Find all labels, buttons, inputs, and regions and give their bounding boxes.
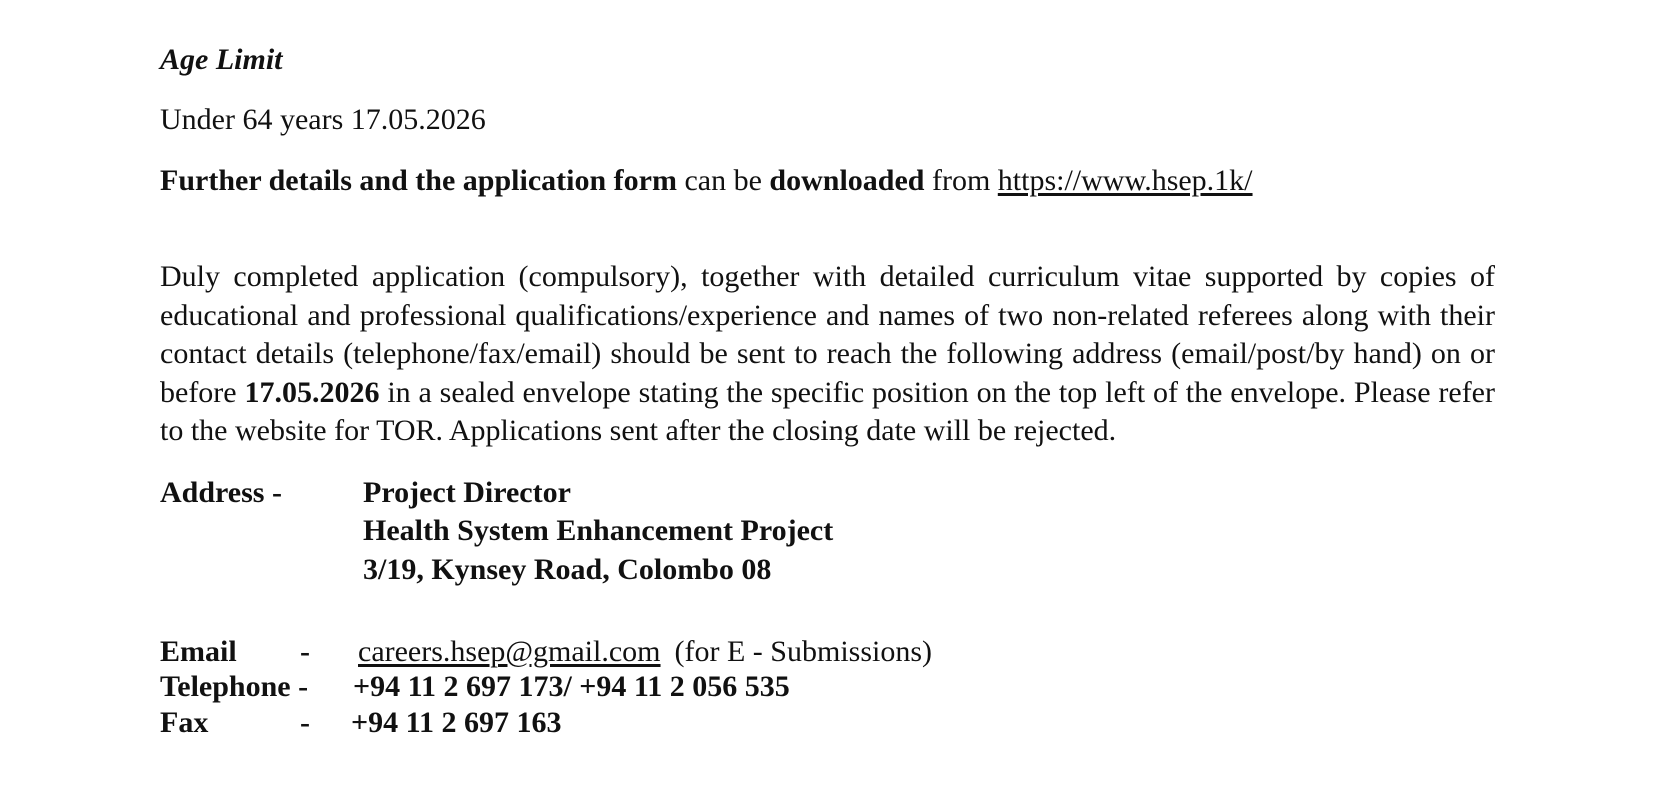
address-lines	[363, 474, 833, 590]
further-details-line	[160, 161, 1495, 201]
age-limit-text: Under 64 years 17.05.2026	[160, 103, 486, 136]
fax-value: +94 11 2 697 163	[351, 705, 562, 739]
age-limit-heading: Age Limit	[160, 43, 283, 76]
instructions-text-2: in a sealed envelope stating the specific position on the top left of the envelope. Please refer to the website for TOR. Applications sent after the closing date will be rejected.	[160, 375, 1495, 447]
from-text: from	[924, 164, 998, 197]
document-page	[160, 40, 1495, 742]
address-block	[160, 474, 1495, 590]
fax-row	[160, 705, 1495, 741]
closing-date: 17.05.2026	[244, 375, 380, 409]
email-note: (for E - Submissions)	[674, 634, 933, 668]
address-label: Address -	[160, 475, 282, 509]
email-row	[160, 634, 1495, 670]
contact-block	[160, 634, 1495, 742]
telephone-label: Telephone -	[160, 670, 309, 703]
downloaded-bold: downloaded	[769, 164, 925, 197]
telephone-value: +94 11 2 697 173/ +94 11 2 056 535	[353, 670, 790, 703]
address-line: Health System Enhancement Project	[363, 514, 834, 547]
further-details-bold: Further details and the application form	[160, 164, 677, 197]
address-line: Project Director	[363, 475, 571, 509]
further-details-text: can be	[676, 164, 770, 197]
instructions-paragraph	[160, 258, 1495, 451]
website-link[interactable]: https://www.hsep.1k/	[997, 164, 1253, 197]
email-label: Email	[160, 634, 237, 668]
fax-label: Fax	[160, 705, 209, 739]
address-line: 3/19, Kynsey Road, Colombo 08	[363, 552, 772, 586]
telephone-row	[160, 669, 1495, 705]
email-link[interactable]: careers.hsep@gmail.com	[358, 634, 661, 668]
email-value-wrap	[358, 634, 932, 670]
instructions-text-1: Duly completed application (compulsory), together with detailed curriculum vitae supported by copies of educational and professional qualifications/experience and names of two non-related referees along with their contact details (telephone/fax/email) should be sent to reach the following address (email/post/by hand) on or before	[160, 260, 1495, 409]
fax-dash: -	[300, 705, 310, 739]
email-dash: -	[300, 634, 310, 668]
